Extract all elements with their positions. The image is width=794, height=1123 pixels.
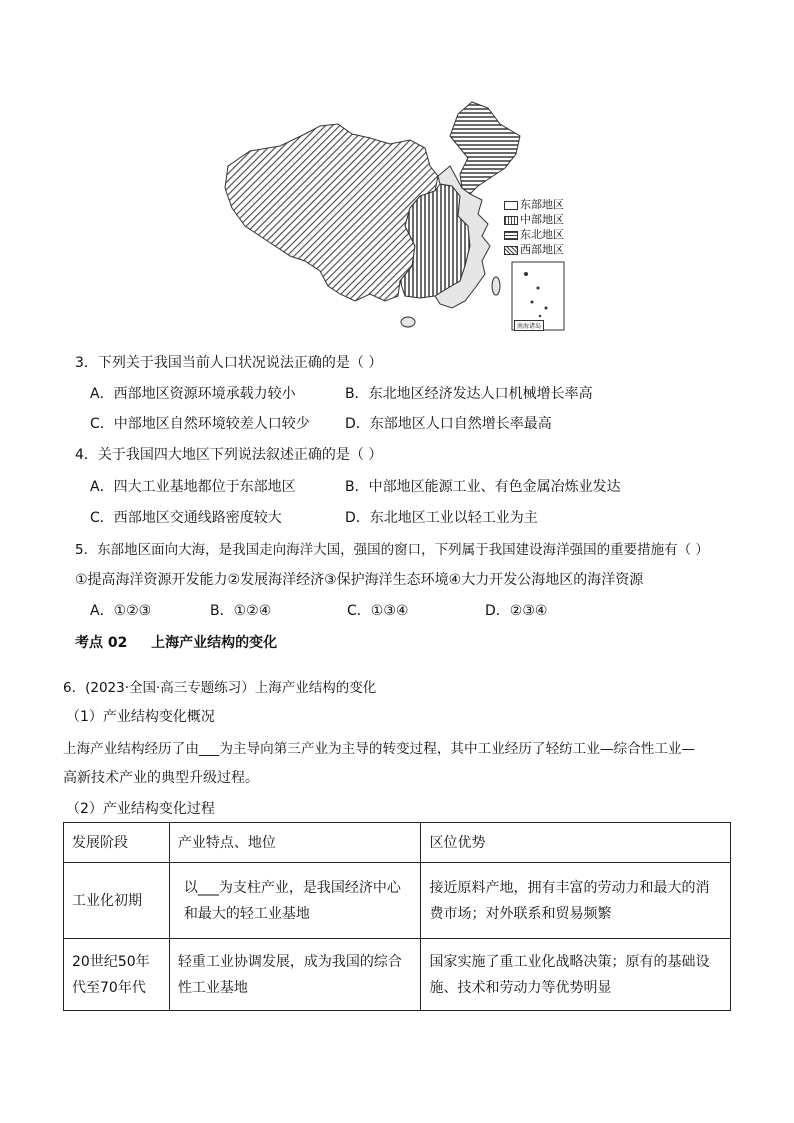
q3-option-a: A．西部地区资源环境承载力较小 (90, 386, 296, 402)
q5-stem: 5．东部地区面向大海，是我国走向海洋大国，强国的窗口，下列属于我国建设海洋强国的重要措施有（ ） (75, 542, 709, 558)
q6-para-line1: 上海产业结构经历了由___为主导向第三产业为主导的转变过程，其中工业经历了轻纺工业—综合性工业— (63, 741, 696, 757)
legend-northeast: 东北地区 (504, 228, 564, 242)
table-cell: 20世纪50年代至70年代 (64, 939, 170, 1011)
section-title: 上海产业结构的变化 (151, 635, 278, 651)
table-cell: 国家实施了重工业化战略决策；原有的基础设施、技术和劳动力等优势明显 (421, 939, 731, 1011)
section-number: 考点 02 (75, 635, 128, 651)
q4-option-d: D．东北地区工业以轻工业为主 (345, 510, 538, 526)
q4-stem: 4．关于我国四大地区下列说法叙述正确的是（ ） (75, 447, 383, 463)
legend-swatch-east (504, 201, 518, 210)
q5-option-c: C．①③④ (347, 603, 409, 619)
table-header-row (64, 823, 731, 863)
table-cell: 工业化初期 (64, 863, 170, 939)
q6-sub2: （2）产业结构变化过程 (66, 801, 215, 817)
q4-option-c: C．西部地区交通线路密度较大 (90, 510, 282, 526)
section-heading (75, 632, 277, 652)
q5-option-d: D．②③④ (485, 603, 548, 619)
q6-sub1: （1）产业结构变化概况 (66, 709, 215, 725)
table-cell: 以___为支柱产业，是我国经济中心和最大的轻工业基地 (169, 863, 421, 939)
legend-swatch-west (504, 246, 518, 255)
northeast-region (450, 102, 520, 194)
inset-label: 南海诸岛 (514, 320, 544, 331)
q4-option-b: B．中部地区能源工业、有色金属冶炼业发达 (345, 479, 621, 495)
table-header-cell: 产业特点、地位 (169, 823, 421, 863)
q3-option-b: B．东北地区经济发达人口机械增长率高 (345, 386, 593, 402)
legend-central: 中部地区 (504, 213, 564, 227)
taiwan-island (492, 277, 500, 295)
legend-swatch-northeast (504, 231, 518, 240)
q3-option-d: D．东部地区人口自然增长率最高 (345, 416, 552, 432)
table-cell: 接近原料产地，拥有丰富的劳动力和最大的消费市场；对外联系和贸易频繁 (421, 863, 731, 939)
q4-option-a: A．四大工业基地都位于东部地区 (90, 479, 296, 495)
table-row (64, 863, 731, 939)
q3-option-c: C．中部地区自然环境较差人口较少 (90, 416, 310, 432)
q6-stem: 6．(2023·全国·高三专题练习）上海产业结构的变化 (63, 680, 377, 696)
table-header-cell: 区位优势 (421, 823, 731, 863)
q5-option-b: B．①②④ (210, 603, 272, 619)
table-row (64, 939, 731, 1011)
legend-east: 东部地区 (504, 198, 564, 212)
legend-west: 西部地区 (504, 243, 564, 257)
legend-swatch-central (504, 216, 518, 225)
q5-statements: ①提高海洋资源开发能力②发展海洋经济③保护海洋生态环境④大力开发公海地区的海洋资源 (75, 572, 644, 588)
q5-option-a: A．①②③ (90, 603, 152, 619)
q6-para-line2: 高新技术产业的典型升级过程。 (63, 770, 259, 786)
table-header-cell: 发展阶段 (64, 823, 170, 863)
q3-stem: 3．下列关于我国当前人口状况说法正确的是（ ） (75, 355, 383, 371)
industry-table (63, 822, 731, 1011)
hainan-island (401, 317, 415, 327)
table-cell: 轻重工业协调发展，成为我国的综合性工业基地 (169, 939, 421, 1011)
